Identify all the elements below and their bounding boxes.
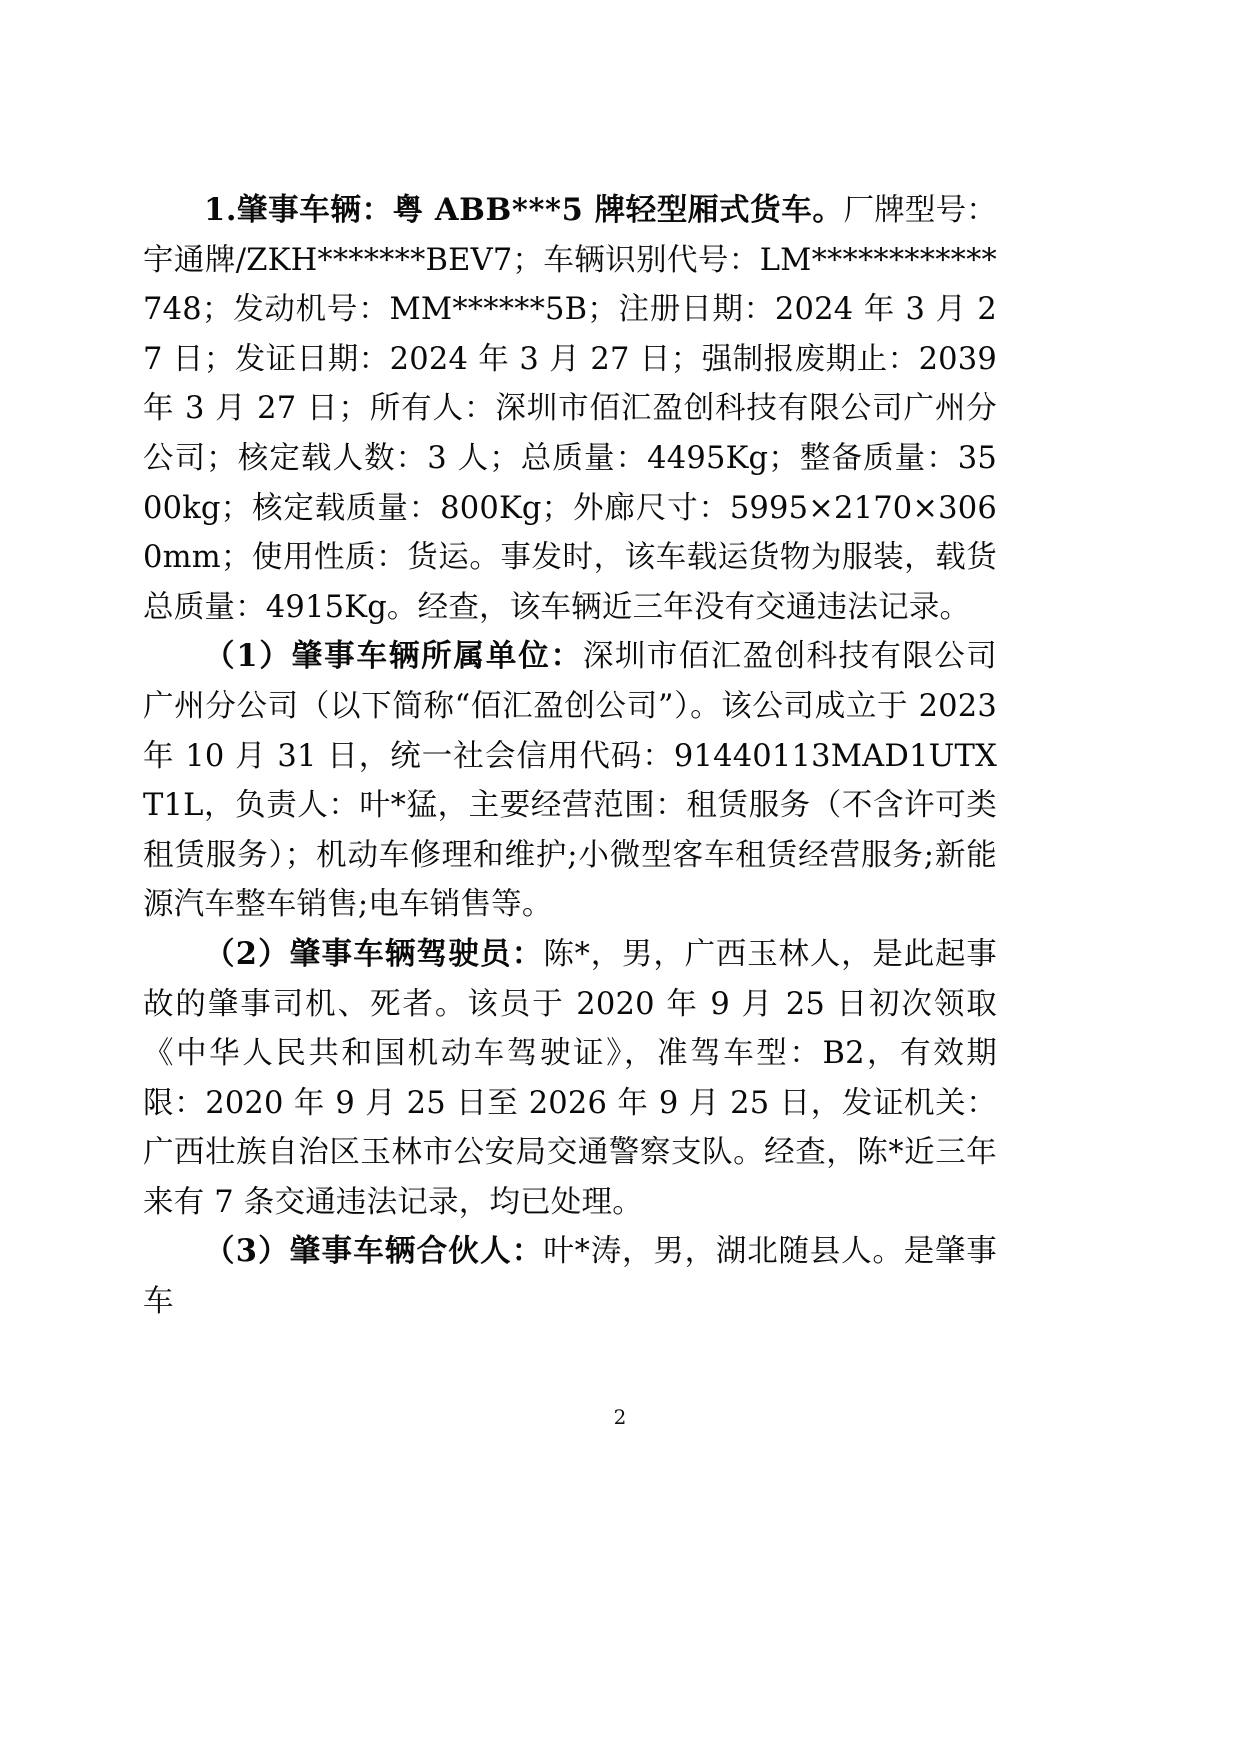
paragraph-driver-lead: （2）肇事车辆驾驶员：: [204, 935, 544, 972]
page-number: 2: [613, 1405, 627, 1429]
document-body: [143, 186, 997, 1327]
paragraph-vehicle-info: [143, 186, 997, 632]
paragraph-driver-body: 陈*，男，广西玉林人，是此起事故的肇事司机、死者。该员于 2020 年 9 月 25 日初次领取《中华人民共和国机动车驾驶证》，准驾车型：B2，有效期限：2020 年 9 月 25 日至 2026 年 9 月 25 日，发证机关：广西壮族自治区玉林市公安局交通警察支队。经查，陈*近三年来有 7 条交通违法记录，均已处理。: [143, 936, 997, 1220]
paragraph-owner-unit: [143, 632, 997, 930]
paragraph-partner-lead: （3）肇事车辆合伙人：: [204, 1233, 544, 1270]
paragraph-driver: [143, 930, 997, 1228]
paragraph-partner-body: 叶*涛，男，湖北随县人。是肇事车: [143, 1234, 997, 1320]
paragraph-vehicle-info-lead: 1.肇事车辆：粤 ABB***5 牌轻型厢式货车。: [204, 192, 844, 228]
paragraph-owner-unit-body: 深圳市佰汇盈创科技有限公司广州分公司（以下简称“佰汇盈创公司”）。该公司成立于 2023 年 10 月 31 日，统一社会信用代码：91440113MAD1UTXT1L，负责人：叶*猛，主要经营范围：租赁服务（不含许可类租赁服务）；机动车修理和维护;小微型客车租赁经营服务;新能源汽车整车销售;电车销售等。: [143, 639, 997, 923]
paragraph-partner: [143, 1227, 997, 1326]
paragraph-owner-unit-lead: （1）肇事车辆所属单位：: [204, 638, 583, 675]
paragraph-vehicle-info-body: 厂牌型号：宇通牌/ZKH*******BEV7；车辆识别代号：LM************748；发动机号：MM******5B；注册日期：2024 年 3 月 27 日；发证日期：2024 年 3 月 27 日；强制报废期止：2039 年 3 月 27 日；所有人：深圳市佰汇盈创科技有限公司广州分公司；核定载人数：3 人；总质量：4495Kg；整备质量：3500kg；核定载质量：800Kg；外廊尺寸：5995×2170×3060mm；使用性质：货运。事发时，该车载运货物为服装，载货总质量：4915Kg。经查，该车辆近三年没有交通违法记录。: [143, 193, 998, 625]
